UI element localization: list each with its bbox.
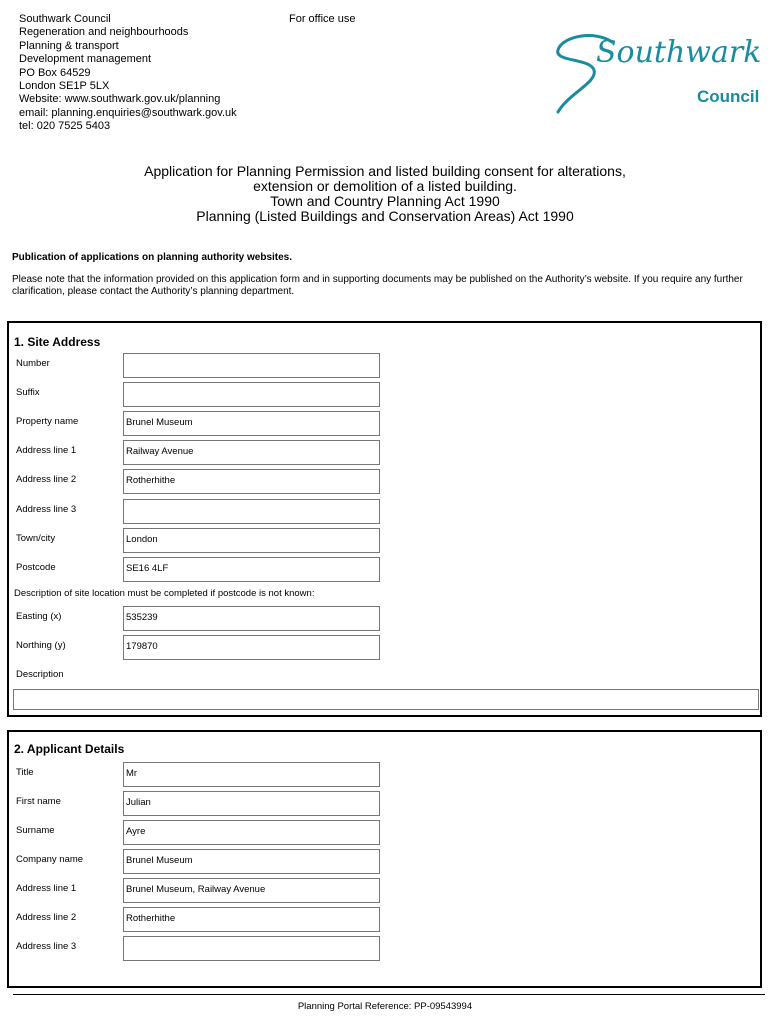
address-line-2-label: Address line 2 (16, 474, 77, 485)
council-department: Regeneration and neighbourhoods (19, 26, 189, 39)
logo-graphic (550, 22, 765, 118)
address-line-1-label: Address line 1 (16, 445, 77, 456)
logo-script-text: Southwark (596, 35, 762, 70)
applicant-address-line-2-label: Address line 2 (16, 912, 77, 923)
form-title (0, 164, 770, 224)
number-field[interactable] (123, 353, 380, 378)
applicant-address-line-1-field[interactable]: Brunel Museum, Railway Avenue (123, 878, 380, 903)
title-line: Town and Country Planning Act 1990 (270, 193, 500, 209)
applicant-address-line-2-field[interactable]: Rotherhithe (123, 907, 380, 932)
southwark-council-logo (550, 22, 765, 118)
section-title: 1. Site Address (14, 335, 101, 349)
property-name-field[interactable]: Brunel Museum (123, 411, 380, 436)
office-use-label: For office use (289, 13, 356, 25)
description-label: Description (16, 669, 64, 680)
address-line-3-label: Address line 3 (16, 504, 77, 515)
council-team: Development management (19, 53, 152, 66)
portal-reference: Planning Portal Reference: PP-09543994 (297, 1001, 473, 1012)
council-address-block (19, 13, 237, 134)
description-field[interactable] (13, 689, 759, 710)
council-phone: tel: 020 7525 5403 (19, 120, 111, 133)
applicant-address-line-1-label: Address line 1 (16, 883, 77, 894)
applicant-address-line-3-field[interactable] (123, 936, 380, 961)
company-name-label: Company name (16, 854, 84, 865)
town-city-field[interactable]: London (123, 528, 380, 553)
council-division: Planning & transport (19, 39, 119, 52)
title-line: Planning (Listed Buildings and Conservation Areas) Act 1990 (196, 208, 574, 224)
northing-label: Northing (y) (16, 640, 66, 651)
property-name-label: Property name (16, 416, 79, 427)
title-line: extension or demolition of a listed building. (253, 178, 517, 194)
town-city-label: Town/city (16, 533, 56, 544)
location-note: Description of site location must be completed if postcode is not known: (14, 588, 315, 599)
title-line: Application for Planning Permission and listed building consent for alterations, (144, 163, 626, 179)
applicant-details-section (7, 730, 762, 988)
northing-field[interactable]: 179870 (123, 635, 380, 660)
suffix-label: Suffix (16, 387, 40, 398)
section-title: 2. Applicant Details (14, 742, 125, 756)
address-line-3-field[interactable] (123, 499, 380, 524)
postcode-label: Postcode (16, 562, 56, 573)
surname-field[interactable]: Ayre (123, 820, 380, 845)
address-line-2-field[interactable]: Rotherhithe (123, 469, 380, 494)
council-po-box: PO Box 64529 (19, 66, 91, 79)
easting-field[interactable]: 535239 (123, 606, 380, 631)
council-email: email: planning.enquiries@southwark.gov.uk (19, 106, 237, 119)
surname-label: Surname (16, 825, 55, 836)
company-name-field[interactable]: Brunel Museum (123, 849, 380, 874)
first-name-field[interactable]: Julian (123, 791, 380, 816)
first-name-label: First name (16, 796, 61, 807)
address-line-1-field[interactable]: Railway Avenue (123, 440, 380, 465)
applicant-title-field[interactable]: Mr (123, 762, 380, 787)
council-website: Website: www.southwark.gov.uk/planning (19, 93, 221, 106)
postcode-field[interactable]: SE16 4LF (123, 557, 380, 582)
suffix-field[interactable] (123, 382, 380, 407)
council-city-postcode: London SE1P 5LX (19, 80, 110, 93)
title-label: Title (16, 767, 34, 778)
footer-divider (13, 994, 765, 995)
publication-notice: Please note that the information provided on this application form and in supporting documents may be published on the Authority’s website. If you require any further clarification, please contact the Authority’s planning department. (12, 274, 743, 297)
easting-label: Easting (x) (16, 611, 62, 622)
site-address-section (7, 321, 762, 717)
publication-heading: Publication of applications on planning authority websites. (12, 252, 293, 263)
council-name: Southwark Council (19, 13, 111, 25)
applicant-address-line-3-label: Address line 3 (16, 941, 77, 952)
logo-council-word: Council (697, 87, 760, 106)
number-label: Number (16, 358, 50, 369)
